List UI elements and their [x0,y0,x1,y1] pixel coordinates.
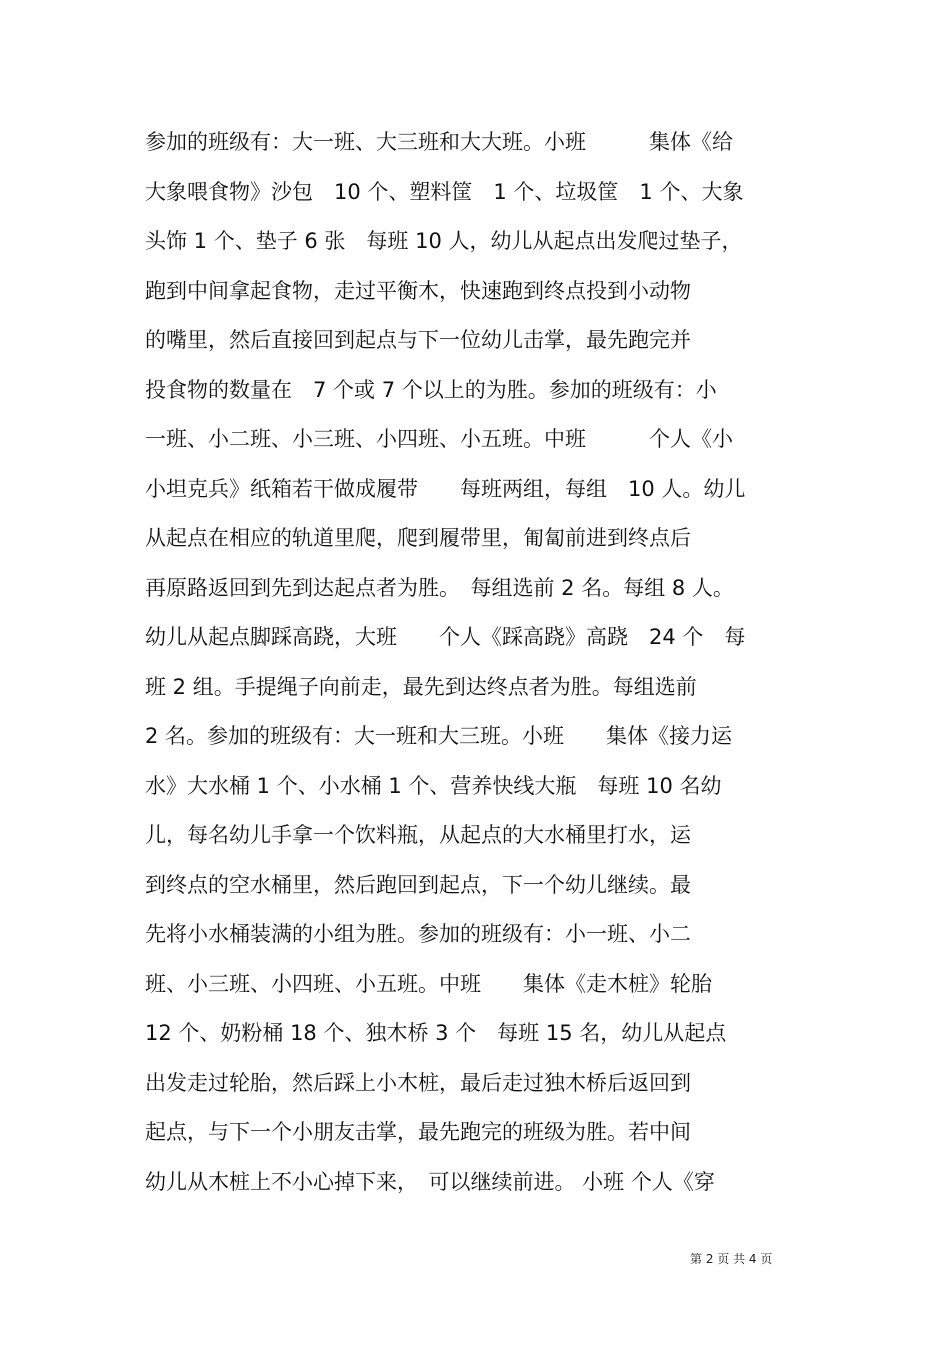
text-line: 幼儿从起点脚踩高跷，大班 个人《踩高跷》高跷 24 个 每 [145,625,746,649]
text-line: 班 2 组。手提绳子向前走，最先到达终点者为胜。每组选前 [145,674,697,699]
text-line: 的嘴里，然后直接回到起点与下一位幼儿击掌，最先跑完并 [145,328,691,352]
body-text [145,118,825,1207]
text-line: 一班、小二班、小三班、小四班、小五班。中班 个人《小 [145,427,733,451]
text-line: 再原路返回到先到达起点者为胜。 每组选前 2 名。每组 8 人。 [145,575,734,600]
text-line: 水》大水桶 1 个、小水桶 1 个、营养快线大瓶 每班 10 名幼 [145,773,722,798]
text-line: 跑到中间拿起食物，走过平衡木，快速跑到终点投到小动物 [145,278,691,303]
text-line: 先将小水桶装满的小组为胜。参加的班级有：小一班、小二 [145,922,691,946]
text-line: 起点，与下一个小朋友击掌，最先跑完的班级为胜。若中间 [145,1120,691,1144]
page-number-footer: 第 2 页 共 4 页 [690,1252,773,1266]
text-line: 到终点的空水桶里，然后跑回到起点，下一个幼儿继续。最 [145,872,691,897]
text-line: 班、小三班、小四班、小五班。中班 集体《走木桩》轮胎 [145,971,712,996]
text-line: 出发走过轮胎，然后踩上小木桩，最后走过独木桥后返回到 [145,1070,691,1095]
text-line: 儿，每名幼儿手拿一个饮料瓶，从起点的大水桶里打水，运 [145,823,691,847]
text-line: 从起点在相应的轨道里爬，爬到履带里，匍匐前进到终点后 [145,526,691,550]
text-line: 头饰 1 个、垫子 6 张 每班 10 人，幼儿从起点出发爬过垫子， [145,229,743,253]
text-line: 2 名。参加的班级有：大一班和大三班。小班 集体《接力运 [145,724,733,748]
text-line: 投食物的数量在 7 个或 7 个以上的为胜。参加的班级有：小 [145,377,717,402]
text-line: 12 个、奶粉桶 18 个、独木桥 3 个 每班 15 名，幼儿从起点 [145,1021,727,1045]
text-line: 小坦克兵》纸箱若干做成履带 每班两组，每组 10 人。幼儿 [145,476,746,501]
text-line: 参加的班级有：大一班、大三班和大大班。小班 集体《给 [145,130,733,154]
text-line: 幼儿从木桩上不小心掉下来， 可以继续前进。 小班 个人《穿 [145,1169,715,1194]
text-line: 大象喂食物》沙包 10 个、塑料筐 1 个、垃圾筐 1 个、大象 [145,179,744,204]
